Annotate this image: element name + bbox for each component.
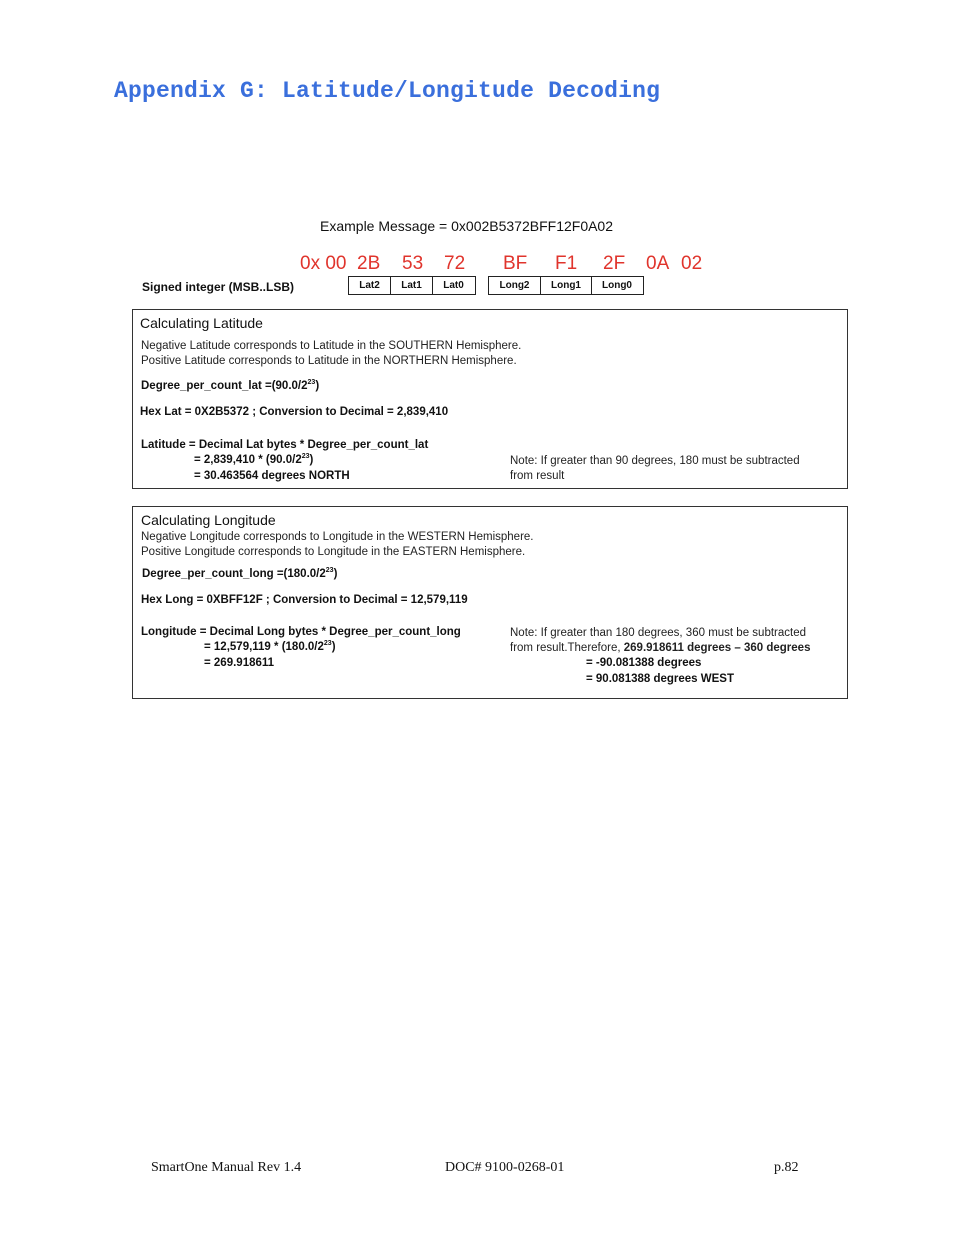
hex-byte-7: 0A bbox=[646, 253, 670, 274]
latitude-formula: Latitude = Decimal Lat bytes * Degree_per_count_lat bbox=[141, 439, 429, 451]
hex-byte-3: 72 bbox=[444, 253, 466, 274]
latitude-positive-text: Positive Latitude corresponds to Latitude in the NORTHERN Hemisphere. bbox=[141, 355, 517, 367]
long-byte-cell: Long2 bbox=[489, 277, 541, 294]
longitude-positive-text: Positive Longitude corresponds to Longitude in the EASTERN Hemisphere. bbox=[141, 546, 526, 558]
hex-byte-4: BF bbox=[503, 253, 528, 274]
hex-byte-1: 2B bbox=[357, 253, 381, 274]
signed-integer-label: Signed integer (MSB..LSB) bbox=[142, 280, 295, 294]
longitude-note-4: = 90.081388 degrees WEST bbox=[586, 673, 734, 685]
latitude-panel bbox=[132, 309, 848, 489]
hex-lat-line: Hex Lat = 0X2B5372 ; Conversion to Decimal = 2,839,410 bbox=[140, 406, 449, 418]
longitude-formula: Longitude = Decimal Long bytes * Degree_per_count_long bbox=[141, 626, 461, 638]
hex-byte-0: 0x 00 bbox=[300, 253, 347, 274]
latitude-calc-1: = $2,839,410 * (90.0/2^{23})$ bbox=[194, 453, 314, 466]
hex-long-line: Hex Long = 0XBFF12F ; Conversion to Decimal = 12,579,119 bbox=[141, 594, 468, 606]
latitude-calc-2: = 30.463564 degrees NORTH bbox=[194, 470, 350, 482]
lat-byte-cell: Lat2 bbox=[349, 277, 391, 294]
long-byte-boxes bbox=[488, 276, 644, 295]
longitude-panel bbox=[132, 506, 848, 699]
long-byte-cell: Long1 bbox=[541, 277, 592, 294]
lat-byte-boxes bbox=[348, 276, 476, 295]
longitude-calc-2: = 269.918611 bbox=[204, 657, 275, 669]
footer-manual-rev: SmartOne Manual Rev 1.4 bbox=[151, 1160, 302, 1175]
longitude-note-3: = -90.081388 degrees bbox=[586, 657, 702, 669]
example-message: Example Message = 0x002B5372BFF12F0A02 bbox=[320, 218, 614, 234]
degree-per-count-lat: Degree_per_count_lat $=(90.0/2^{23})$ bbox=[141, 379, 320, 392]
footer-page-number: p.82 bbox=[774, 1160, 799, 1175]
latitude-heading: Calculating Latitude bbox=[140, 315, 263, 331]
longitude-note-1: Note: If greater than 180 degrees, 360 must be subtracted bbox=[510, 627, 806, 639]
hex-byte-6: 2F bbox=[603, 253, 626, 274]
lat-byte-cell: Lat1 bbox=[391, 277, 433, 294]
hex-byte-8: 02 bbox=[681, 253, 703, 274]
longitude-calc-1: = $12,579,119 * (180.0/2^{23})$ bbox=[204, 640, 336, 653]
longitude-heading: Calculating Longitude bbox=[141, 512, 276, 528]
footer-doc-number: DOC# 9100-0268-01 bbox=[445, 1160, 565, 1175]
hex-byte-2: 53 bbox=[402, 253, 424, 274]
latitude-note-1: Note: If greater than 90 degrees, 180 must be subtracted bbox=[510, 455, 800, 467]
latitude-negative-text: Negative Latitude corresponds to Latitude in the SOUTHERN Hemisphere. bbox=[141, 340, 522, 352]
hex-byte-5: F1 bbox=[555, 253, 578, 274]
degree-per-count-long: Degree_per_count_long $=(180.0/2^{23})$ bbox=[142, 567, 338, 580]
lat-byte-cell: Lat0 bbox=[443, 280, 464, 291]
page-title: Appendix G: Latitude/Longitude Decoding bbox=[114, 78, 661, 104]
latitude-note-2: from result bbox=[510, 470, 565, 482]
longitude-negative-text: Negative Longitude corresponds to Longitude in the WESTERN Hemisphere. bbox=[141, 531, 534, 543]
long-byte-cell: Long0 bbox=[602, 280, 632, 291]
longitude-note-2: from result.Therefore, 269.918611 degrees – 360 degrees bbox=[510, 642, 811, 654]
